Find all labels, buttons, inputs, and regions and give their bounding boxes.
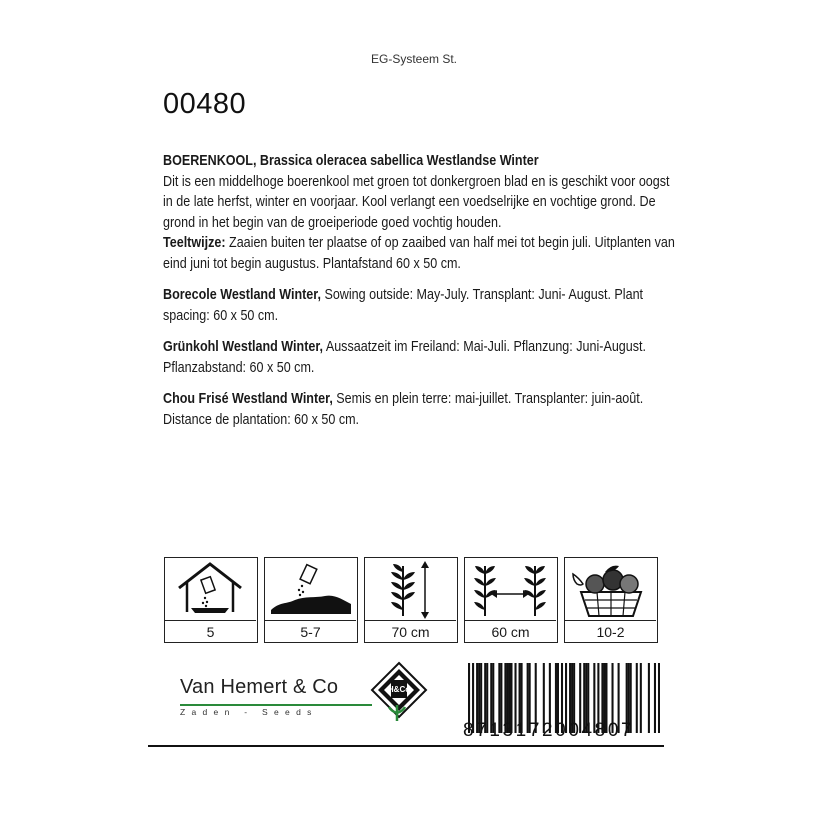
plant-spacing-value: 60 cm (491, 624, 530, 640)
barcode-guard-bar (654, 663, 656, 735)
outdoor-sowing-icon (265, 558, 356, 621)
harvest-basket-icon (565, 558, 656, 621)
bottom-rule (148, 745, 664, 747)
german-section (163, 337, 682, 378)
barcode-guard-bar (658, 663, 660, 735)
greenhouse-sowing-icon (165, 558, 256, 621)
icon-cell-sowing-indoor (164, 557, 258, 643)
dutch-method-label: Teeltwijze: (163, 235, 226, 251)
certification-label: EG-Systeem St. (370, 52, 458, 66)
brand-underline (180, 704, 372, 706)
barcode-number: 8713172004807 (463, 720, 635, 741)
barcode-bar (640, 663, 642, 733)
icon-cell-spacing (464, 557, 558, 643)
french-name: Chou Frisé Westland Winter, (163, 391, 333, 407)
english-text: Sowing outside: May-July. Transplant: Juni- August. Plant spacing: 60 x 50 cm. (163, 287, 644, 324)
dutch-title: BOERENKOOL, Brassica oleracea sabellica Westlandse Winter (163, 153, 539, 169)
plant-height-value: 70 cm (391, 624, 430, 640)
dutch-description: Dit is een middelhoge boerenkool met groen tot donkergroen blad en is geschikt voor oogst in de late herfst, winter en voorjaar. Kool verlangt een voedselrijke en vochtige grond. De grond in het begin van de groeiperiode goed vochtig houden. (163, 173, 670, 231)
icon-cell-sowing-outdoor (264, 557, 358, 643)
plant-height-icon (365, 558, 456, 621)
svg-text:H&Co: H&Co (387, 685, 411, 694)
harvest-period-value: 10-2 (596, 624, 625, 640)
brand-name: Van Hemert & Co (180, 676, 339, 698)
cultivation-icon-strip (164, 557, 658, 643)
description-block (163, 151, 682, 441)
sowing-indoor-value: 5 (206, 624, 215, 640)
article-code: 00480 (163, 88, 247, 120)
dutch-method-text: Zaaien buiten ter plaatse of op zaaibed van half mei tot begin juli. Uitplanten van eind juni tot begin augustus. Plantafstand 60 x 50 cm. (163, 235, 675, 272)
english-name: Borecole Westland Winter, (163, 287, 321, 303)
icon-cell-harvest (564, 557, 658, 643)
french-section (163, 389, 682, 430)
barcode-bar (636, 663, 638, 733)
english-section (163, 285, 682, 326)
sowing-outdoor-value: 5-7 (300, 624, 321, 640)
brand-tagline: Zaden - Seeds (180, 707, 318, 717)
plant-spacing-icon (465, 558, 556, 621)
french-text: Semis en plein terre: mai-juillet. Transplanter: juin-août. Distance de plantation: 60 x 50 cm. (163, 391, 644, 428)
barcode-bar (648, 663, 650, 733)
german-text: Aussaatzeit im Freiland: Mai-Juli. Pflanzung: Juni-August. Pflanzabstand: 60 x 50 cm. (163, 339, 647, 376)
icon-cell-height (364, 557, 458, 643)
company-logo (370, 661, 428, 723)
german-name: Grünkohl Westland Winter, (163, 339, 324, 355)
dutch-section (163, 151, 682, 274)
